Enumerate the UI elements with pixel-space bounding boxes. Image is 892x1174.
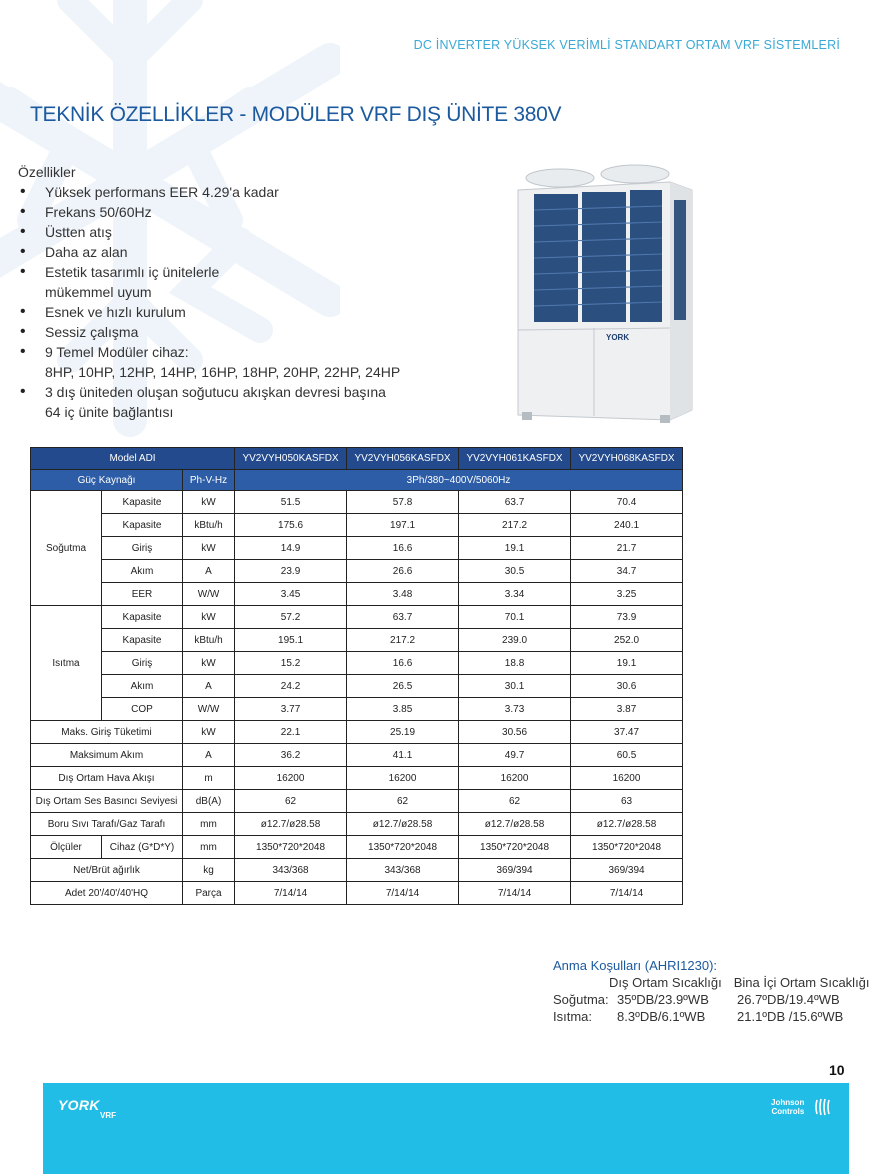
cooling-outdoor-value: 35ºDB/23.9ºWB bbox=[617, 992, 709, 1007]
table-cell: 240.1 bbox=[571, 514, 683, 537]
table-cell: 63.7 bbox=[459, 491, 571, 514]
row-label: Net/Brüt ağırlık bbox=[31, 859, 183, 882]
table-cell: 62 bbox=[459, 790, 571, 813]
row-unit: W/W bbox=[183, 698, 235, 721]
feature-item: • 3 dış üniteden oluşan soğutucu akışkan devresi başına 64 iç ünite bağlantısı bbox=[18, 382, 400, 422]
row-label: Akım bbox=[102, 560, 183, 583]
table-cell: 16200 bbox=[347, 767, 459, 790]
table-cell: 369/394 bbox=[459, 859, 571, 882]
dimensions-group-label: Ölçüler bbox=[31, 836, 102, 859]
table-cell: 62 bbox=[235, 790, 347, 813]
row-label: Cihaz (G*D*Y) bbox=[102, 836, 183, 859]
features-heading: Özellikler bbox=[18, 164, 76, 180]
table-cell: 37.47 bbox=[571, 721, 683, 744]
table-cell: 21.7 bbox=[571, 537, 683, 560]
jc-logo-line2: Controls bbox=[771, 1107, 805, 1116]
table-row bbox=[31, 767, 683, 790]
row-label: EER bbox=[102, 583, 183, 606]
table-cell: 41.1 bbox=[347, 744, 459, 767]
table-cell: 57.2 bbox=[235, 606, 347, 629]
table-cell: 369/394 bbox=[571, 859, 683, 882]
table-cell: 26.5 bbox=[347, 675, 459, 698]
spec-table bbox=[30, 447, 683, 905]
table-cell: 3.77 bbox=[235, 698, 347, 721]
row-unit: kW bbox=[183, 491, 235, 514]
table-cell: 63 bbox=[571, 790, 683, 813]
table-row bbox=[31, 836, 683, 859]
model-column-header: YV2VYH068KASFDX bbox=[571, 448, 683, 470]
table-row bbox=[31, 583, 683, 606]
feature-item: • Daha az alan bbox=[18, 242, 400, 262]
table-cell: ø12.7/ø28.58 bbox=[571, 813, 683, 836]
page-title: TEKNİK ÖZELLİKLER - MODÜLER VRF DIŞ ÜNİTE 380V bbox=[30, 103, 562, 126]
row-unit: kg bbox=[183, 859, 235, 882]
model-column-header: YV2VYH056KASFDX bbox=[347, 448, 459, 470]
table-cell: 23.9 bbox=[235, 560, 347, 583]
heating-outdoor-value: 8.3ºDB/6.1ºWB bbox=[617, 1009, 706, 1024]
table-cell: 3.45 bbox=[235, 583, 347, 606]
table-cell: 252.0 bbox=[571, 629, 683, 652]
row-label: Maks. Giriş Tüketimi bbox=[31, 721, 183, 744]
table-cell: 25.19 bbox=[347, 721, 459, 744]
table-cell: 217.2 bbox=[459, 514, 571, 537]
table-cell: 30.1 bbox=[459, 675, 571, 698]
rating-conditions-title: Anma Koşulları (AHRI1230): bbox=[553, 958, 718, 973]
heating-indoor-value: 21.1ºDB /15.6ºWB bbox=[737, 1009, 844, 1024]
table-cell: 16.6 bbox=[347, 652, 459, 675]
row-label: Giriş bbox=[102, 537, 183, 560]
indoor-temp-heading: Bina İçi Ortam Sıcaklığı bbox=[733, 975, 870, 990]
table-cell: 57.8 bbox=[347, 491, 459, 514]
table-cell: 239.0 bbox=[459, 629, 571, 652]
feature-item: • Üstten atış bbox=[18, 222, 400, 242]
row-unit: A bbox=[183, 675, 235, 698]
table-cell: ø12.7/ø28.58 bbox=[347, 813, 459, 836]
table-cell: 3.48 bbox=[347, 583, 459, 606]
row-label: Kapasite bbox=[102, 491, 183, 514]
row-label: Dış Ortam Ses Basıncı Seviyesi bbox=[31, 790, 183, 813]
table-cell: 1350*720*2048 bbox=[235, 836, 347, 859]
table-cell: 14.9 bbox=[235, 537, 347, 560]
york-vrf-logo bbox=[58, 1097, 116, 1120]
feature-item: • Esnek ve hızlı kurulum bbox=[18, 302, 400, 322]
feature-item: • Sessiz çalışma bbox=[18, 322, 400, 342]
table-row bbox=[31, 790, 683, 813]
table-cell: 3.25 bbox=[571, 583, 683, 606]
table-cell: 3.85 bbox=[347, 698, 459, 721]
table-cell: 49.7 bbox=[459, 744, 571, 767]
row-label: Adet 20'/40'/40'HQ bbox=[31, 882, 183, 905]
outdoor-temp-heading: Dış Ortam Sıcaklığı bbox=[609, 975, 722, 990]
table-cell: 19.1 bbox=[571, 652, 683, 675]
table-cell: 30.6 bbox=[571, 675, 683, 698]
table-row bbox=[31, 859, 683, 882]
table-cell: 26.6 bbox=[347, 560, 459, 583]
johnson-controls-emblem-icon bbox=[813, 1096, 835, 1118]
table-row bbox=[31, 744, 683, 767]
row-unit: Parça bbox=[183, 882, 235, 905]
table-cell: 1350*720*2048 bbox=[347, 836, 459, 859]
footer-bar bbox=[43, 1083, 849, 1174]
table-cell: 7/14/14 bbox=[459, 882, 571, 905]
table-cell: 3.34 bbox=[459, 583, 571, 606]
rating-conditions bbox=[553, 957, 870, 1025]
table-cell: 34.7 bbox=[571, 560, 683, 583]
table-cell: 3.73 bbox=[459, 698, 571, 721]
york-logo-text: YORK bbox=[58, 1097, 100, 1113]
row-unit: kBtu/h bbox=[183, 514, 235, 537]
table-cell: 343/368 bbox=[235, 859, 347, 882]
table-cell: 343/368 bbox=[347, 859, 459, 882]
table-cell: 7/14/14 bbox=[571, 882, 683, 905]
table-cell: 16200 bbox=[235, 767, 347, 790]
table-row bbox=[31, 652, 683, 675]
row-unit: W/W bbox=[183, 583, 235, 606]
table-row bbox=[31, 560, 683, 583]
page-number: 10 bbox=[829, 1062, 845, 1078]
power-supply-label: Güç Kaynağı bbox=[31, 470, 183, 491]
table-cell: 195.1 bbox=[235, 629, 347, 652]
table-cell: 16200 bbox=[459, 767, 571, 790]
coil-grille bbox=[534, 190, 662, 322]
row-label: Kapasite bbox=[102, 629, 183, 652]
table-cell: 1350*720*2048 bbox=[459, 836, 571, 859]
table-row bbox=[31, 882, 683, 905]
table-cell: 63.7 bbox=[347, 606, 459, 629]
series-title: DC İNVERTER YÜKSEK VERİMLİ STANDART ORTAM VRF SİSTEMLERİ bbox=[413, 38, 840, 52]
heating-condition-label: Isıtma: bbox=[553, 1009, 593, 1024]
table-row bbox=[31, 721, 683, 744]
table-cell: 30.5 bbox=[459, 560, 571, 583]
cooling-indoor-value: 26.7ºDB/19.4ºWB bbox=[737, 992, 840, 1007]
row-label: COP bbox=[102, 698, 183, 721]
feature-item: • 9 Temel Modüler cihaz: 8HP, 10HP, 12HP, 14HP, 16HP, 18HP, 20HP, 22HP, 24HP bbox=[18, 342, 400, 382]
table-cell: 51.5 bbox=[235, 491, 347, 514]
row-label: Kapasite bbox=[102, 606, 183, 629]
table-cell: 15.2 bbox=[235, 652, 347, 675]
row-label: Kapasite bbox=[102, 514, 183, 537]
table-cell: 30.56 bbox=[459, 721, 571, 744]
york-brand-label: YORK bbox=[606, 333, 630, 342]
row-label: Dış Ortam Hava Akışı bbox=[31, 767, 183, 790]
model-name-header: Model ADI bbox=[31, 448, 235, 470]
table-cell: 70.4 bbox=[571, 491, 683, 514]
feature-item: • Yüksek performans EER 4.29'a kadar bbox=[18, 182, 400, 202]
table-cell: 16.6 bbox=[347, 537, 459, 560]
table-row bbox=[31, 675, 683, 698]
table-cell: 7/14/14 bbox=[235, 882, 347, 905]
table-cell: 22.1 bbox=[235, 721, 347, 744]
vrf-logo-text: VRF bbox=[100, 1111, 116, 1120]
table-cell: 70.1 bbox=[459, 606, 571, 629]
table-cell: ø12.7/ø28.58 bbox=[235, 813, 347, 836]
row-label: Giriş bbox=[102, 652, 183, 675]
row-unit: kW bbox=[183, 606, 235, 629]
features-list bbox=[18, 162, 400, 422]
model-column-header: YV2VYH061KASFDX bbox=[459, 448, 571, 470]
row-unit: A bbox=[183, 744, 235, 767]
outdoor-unit-image bbox=[510, 160, 700, 425]
row-unit: mm bbox=[183, 836, 235, 859]
heating-group-label: Isıtma bbox=[31, 606, 102, 721]
row-unit: kBtu/h bbox=[183, 629, 235, 652]
row-unit: mm bbox=[183, 813, 235, 836]
feature-item: • Estetik tasarımlı iç ünitelerle mükemmel uyum bbox=[18, 262, 400, 302]
table-cell: 217.2 bbox=[347, 629, 459, 652]
row-unit: kW bbox=[183, 652, 235, 675]
table-cell: 60.5 bbox=[571, 744, 683, 767]
power-supply-unit: Ph-V-Hz bbox=[183, 470, 235, 491]
table-cell: 3.87 bbox=[571, 698, 683, 721]
table-row bbox=[31, 491, 683, 514]
table-row bbox=[31, 629, 683, 652]
table-cell: 73.9 bbox=[571, 606, 683, 629]
power-supply-value: 3Ph/380~400V/5060Hz bbox=[235, 470, 683, 491]
row-label: Akım bbox=[102, 675, 183, 698]
johnson-controls-logo bbox=[771, 1098, 804, 1116]
table-row bbox=[31, 606, 683, 629]
table-cell: 24.2 bbox=[235, 675, 347, 698]
table-row bbox=[31, 698, 683, 721]
table-cell: 1350*720*2048 bbox=[571, 836, 683, 859]
table-cell: 19.1 bbox=[459, 537, 571, 560]
table-cell: 18.8 bbox=[459, 652, 571, 675]
row-unit: m bbox=[183, 767, 235, 790]
table-cell: 62 bbox=[347, 790, 459, 813]
row-unit: A bbox=[183, 560, 235, 583]
table-cell: 16200 bbox=[571, 767, 683, 790]
row-label: Boru Sıvı Tarafı/Gaz Tarafı bbox=[31, 813, 183, 836]
table-row bbox=[31, 514, 683, 537]
table-row bbox=[31, 813, 683, 836]
jc-logo-line1: Johnson bbox=[771, 1098, 805, 1107]
table-cell: 197.1 bbox=[347, 514, 459, 537]
table-cell: ø12.7/ø28.58 bbox=[459, 813, 571, 836]
row-unit: dB(A) bbox=[183, 790, 235, 813]
row-unit: kW bbox=[183, 537, 235, 560]
row-label: Maksimum Akım bbox=[31, 744, 183, 767]
table-cell: 36.2 bbox=[235, 744, 347, 767]
table-row bbox=[31, 537, 683, 560]
feature-item: • Frekans 50/60Hz bbox=[18, 202, 400, 222]
row-unit: kW bbox=[183, 721, 235, 744]
table-cell: 175.6 bbox=[235, 514, 347, 537]
model-column-header: YV2VYH050KASFDX bbox=[235, 448, 347, 470]
cooling-group-label: Soğutma bbox=[31, 491, 102, 606]
table-cell: 7/14/14 bbox=[347, 882, 459, 905]
cooling-condition-label: Soğutma: bbox=[553, 992, 609, 1007]
